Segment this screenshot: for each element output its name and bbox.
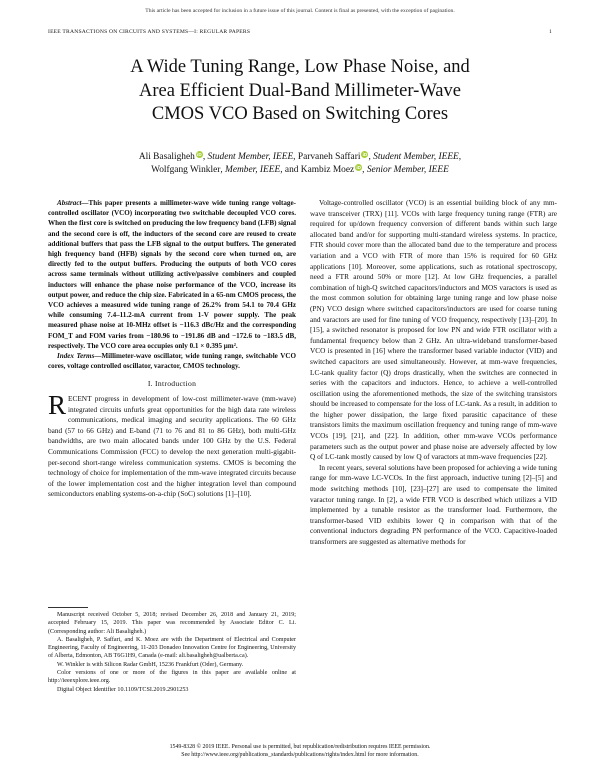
footnote: Manuscript received October 5, 2018; revised December 26, 2018 and January 21, 2019; accepted February 15, 2019. This paper was recommended by Associate Editor C. Li. (Corresponding author: Ali Basaligheh.) — [48, 612, 296, 635]
orcid-icon[interactable]: iD — [197, 152, 202, 157]
right-column — [310, 198, 557, 548]
index-terms-label: Index Terms— — [57, 352, 102, 361]
author-name: Wolfgang Winkler — [151, 164, 221, 175]
footnote: A. Basaligheh, P. Saffari, and K. Moez are with the Department of Electrical and Computer Engineering, Faculty of Engineering, 11-203 Donadeo Innovation Centre for Engineering, University of Alberta, Edmonton, AB T6G1H9, Canada (e-mail: ali.basaligheh@ualberta.ca). — [48, 636, 296, 660]
abstract — [48, 198, 296, 351]
index-terms — [48, 351, 296, 371]
drop-cap: R — [48, 390, 67, 421]
title-line-2: Area Efficient Dual-Band Millimeter-Wave — [139, 80, 461, 101]
journal-name: IEEE TRANSACTIONS ON CIRCUITS AND SYSTEMS—I: REGULAR PAPERS — [48, 29, 251, 35]
intro-text: ECENT progress in development of low-cost millimeter-wave (mm-wave) integrated circuits unfurls great opportunities for the high data rate wireless communications, medical imaging and security applications. The 60 GHz band (57 to 66 GHz) and E-band (71 to 76 and 81 to 86 GHz), both multi-GHz bandwidths, are two main allocated bands under 100 GHz by the U.S. Federal Communications Commission (FCC) to develop the next generation multi-gigabit-per-second short-range wireless communication systems. CMOS is becoming the technology of choice for implementation of the mm-wave integrated circuits because of the lower implementation cost and the higher integration level than compound semiconductors enabling systems-on-a-chip (SoC) solutions [1]–[10]. — [48, 394, 297, 499]
section-heading: I. Introduction — [147, 379, 197, 389]
abstract-label: Abstract— — [57, 199, 89, 207]
footnote-rule — [48, 607, 88, 608]
author-list — [40, 151, 560, 177]
body-paragraph: In recent years, several solutions have been proposed for achieving a wide tuning range for mm-wave LC-VCOs. In the first approach, inductive tuning [2]–[5] and mode switching methods [10], [23]–[27] are used to compensate the limited varactor tuning range. In [2], a wide FTR VCO is described which utilizes a VID implemented by a tunable resistor as the transformer load. Furthermore, the transformer-based VID exhibits lower Q in comparison with that of the conventional inductors degrading PN performance of the VCO. Capacitive-loaded transformers are suggested as alternative methods for — [310, 462, 557, 546]
intro-paragraph — [48, 390, 297, 500]
abstract-text: This paper presents a millimeter-wave wide tuning range voltage-controlled oscillator (VCO) incorporating two switchable decoupled VCO cores. When the first core is switched on producing the low frequency band (LFB) signal and the second core is off, the inductors of the second core are reused to create additional buffers that pass the LFB signal to the output buffers. The generated high frequency band (HFB) signals by the second core when turned on, are directly fed to the output buffers. Producing the outputs of both VCO cores across same terminals without utilizing active/passive combiners and coupled inductors will enhance the phase noise performance of the VCO, increase its output power, and reduce the chip size. Fabricated in a 65-nm CMOS process, the VCO achieves a measured wide tuning range of 26.2% from 54.1 to 70.4 GHz while consuming 7.4–11.2-mA current from 1-V power supply. The peak measured phase noise at 10-MHz offset is −116.3 dBc/Hz and the corresponding FOM_T and FOM varies from −180.96 to −191.86 dB and −172.6 to −183.5 dB, respectively. The VCO core area occupies only 0.1 × 0.395 μm². — [48, 199, 296, 350]
footnote: W. Winkler is with Silicon Radar GmbH, 15236 Frankfurt (Oder), Germany. — [57, 661, 244, 668]
running-head — [48, 29, 552, 35]
author-name: Ali Basaligheh — [138, 152, 195, 162]
author-name: and Kambiz Moez — [284, 164, 355, 175]
footnotes — [48, 607, 296, 694]
author-line-1 — [40, 151, 560, 164]
index-terms-text: Millimeter-wave oscillator, wide tuning range, switchable VCO cores, voltage controlled oscillator, varactor, CMOS technology. — [48, 352, 296, 371]
footnote[interactable]: Color versions of one or more of the figures in this paper are available online at http://ieeexplore.ieee.org. — [48, 670, 296, 685]
title-line-1: A Wide Tuning Range, Low Phase Noise, and — [130, 57, 470, 77]
author-role: , Student Member, IEEE, — [202, 152, 296, 162]
copyright-footer — [0, 743, 600, 760]
orcid-icon[interactable]: iD — [356, 164, 361, 170]
author-role: , Student Member, IEEE, — [368, 152, 462, 162]
footer-line-2[interactable]: See http://www.ieee.org/publications_standards/publications/rights/index.html for more information. — [181, 752, 419, 759]
top-notice: This article has been accepted for inclusion in a future issue of this journal. Content is final as presented, with the exception of pagination. — [145, 8, 455, 14]
author-name: Parvaneh Saffari — [297, 152, 361, 162]
author-role: , Senior Member, IEEE — [362, 164, 449, 175]
paper-title — [40, 56, 560, 127]
page-number: 1 — [549, 29, 552, 35]
footer-line-1: 1549-8328 © 2019 IEEE. Personal use is permitted, but republication/redistribution requires IEEE permission. — [169, 744, 431, 750]
author-line-2 — [40, 164, 560, 177]
orcid-icon[interactable]: iD — [362, 152, 368, 157]
author-role: , Member, IEEE, — [220, 164, 283, 175]
footnote: Digital Object Identifier 10.1109/TCSI.2019.2901253 — [57, 686, 189, 693]
introduction-section — [48, 379, 296, 500]
body-paragraph: Voltage-controlled oscillator (VCO) is an essential building block of any mm-wave transceiver (TRX) [11]. VCOs with large frequency tuning range (FTR) are required for up/down frequency conversion of different bands within such large allocated band and/or for supporting multi-standard wireless systems. In practice, FTR should cover more than the allocated band due to the temperature and process variation and a VCO with FTR of more than 15% is required for 60 GHz applications [10]. Moreover, some applications, such as rotational spectroscopy, need a FTR around 50% or more [12]. At low GHz frequencies, a parallel combination of high-Q switched capacitors/inductors and MOS varactors is used as the most common solution for obtaining large tuning range and low phase noise (PN) VCO design where switched capacitors/inductors are used for coarse tuning and varactors are used for fine tuning of VCO frequency, respectively [13]–[20]. In [15], a switched resonator is proposed for low PN and wide FTR oscillator with a fundamental frequency below than 2 GHz. An ultra-wideband transformer-based VCO is presented in [16] where the transformer based variable inductor (VID) and switched capacitors are used simultaneously. However, at mm-wave frequencies, LC-tank quality factor (Q) drops drastically, when the switches are connected in series with the capacitors and inductors. Hence, to achieve a well-controlled oscillation using the aforementioned methods, the size of the switching transistors should be increased to compensate for the loss of LC-tank. As a result, in addition to the higher power dissipation, the large fixed parasitic capacitance of these transistors limits the maximum oscillation frequency and tuning range of mm-wave VCOs [19], [21], and [22]. In addition, other mm-wave VCOs performance parameters such as the output power and phase noise are adversely affected by low Q of LC-tank mostly caused by low Q of varactors at mm-wave frequencies [22]. — [310, 198, 557, 462]
left-column — [48, 198, 296, 500]
title-line-3: CMOS VCO Based on Switching Cores — [151, 104, 449, 124]
